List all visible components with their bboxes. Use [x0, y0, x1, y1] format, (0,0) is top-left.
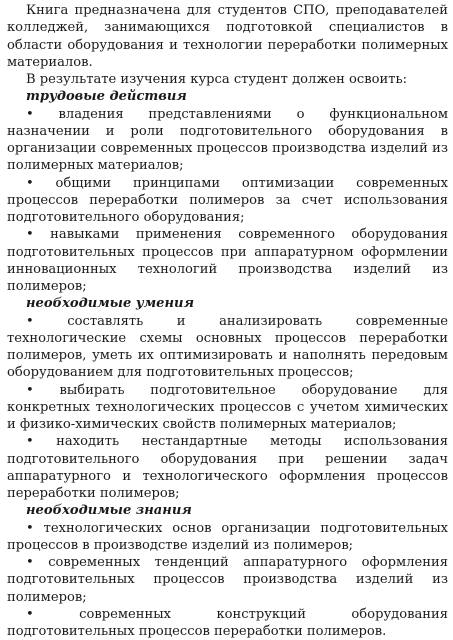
lead-paragraph: В результате изучения курса студент должен освоить:	[26, 72, 407, 87]
list-item: • технологических основ организации подготовительных процессов в производстве изделий из полимеров;	[7, 520, 448, 553]
list-item: • современных тенденций аппаратурного оформления подготовительных процессов производства изделий из полимеров;	[7, 555, 448, 605]
list-item: • составлять и анализировать современные технологические схемы основных процессов переработки полимеров, уметь их оптимизировать и наполнять передовым оборудованием для подготовительных процессов;	[7, 313, 448, 381]
section-heading-labor-actions: трудовые действия	[26, 89, 187, 105]
list-item: • находить нестандартные методы использования подготовительного оборудования при решении задач аппаратурного и технологического оформления процессов переработки полимеров;	[7, 434, 448, 501]
list-item: • выбирать подготовительное оборудование для конкретных технологических процессов с учетом химических и физико-химических свойств полимерных материалов;	[7, 382, 448, 432]
section-heading-required-skills: необходимые умения	[26, 296, 194, 312]
section-heading-required-knowledge: необходимые знания	[26, 503, 192, 519]
intro-paragraph: Книга предназначена для студентов СПО, преподавателей колледжей, занимающихся подготовкой специалистов в области оборудования и технологии переработки полимерных материалов.	[7, 3, 448, 70]
list-item: • навыками применения современного оборудования подготовительных процессов при аппаратурном оформлении инновационных технологий производства изделий из полимеров;	[7, 227, 448, 294]
list-item: • современных конструкций оборудования подготовительных процессов переработки полимеров.	[7, 606, 448, 639]
list-item: • общими принципами оптимизации современных процессов переработки полимеров за счет использования подготовительного оборудования;	[7, 175, 448, 225]
list-item: • владения представлениями о функциональном назначении и роли подготовительного оборудования в организации современных процессов производства изделий из полимерных материалов;	[7, 106, 448, 174]
